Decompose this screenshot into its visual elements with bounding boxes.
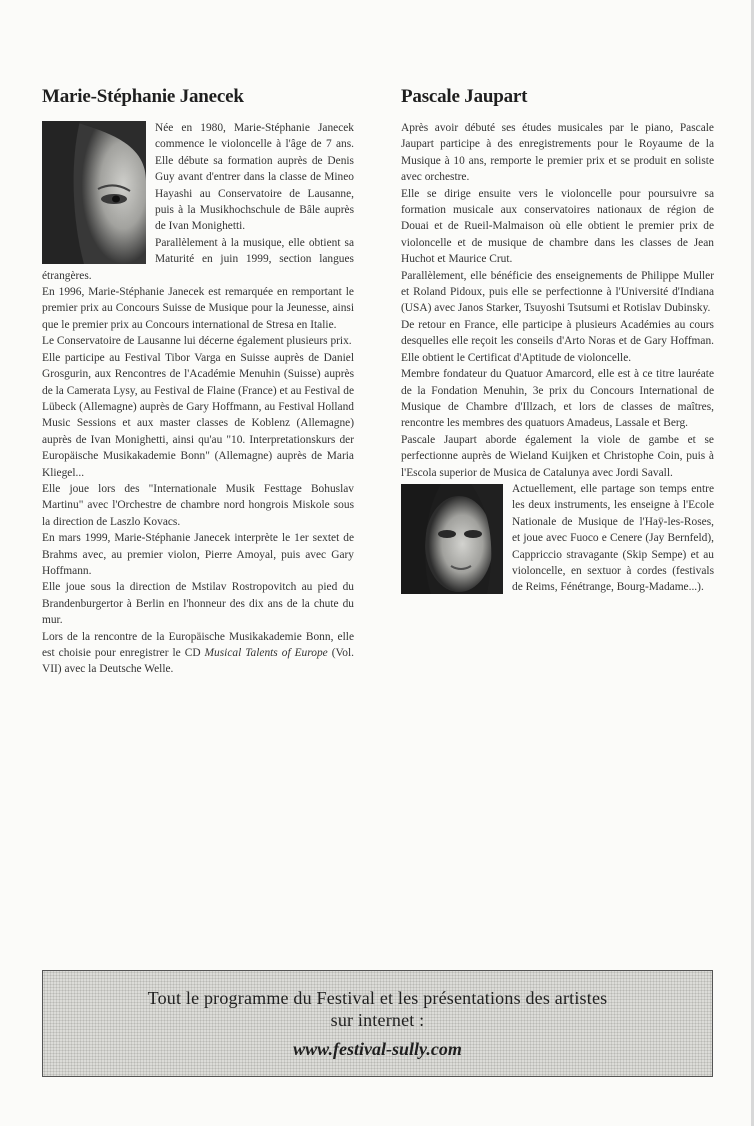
left-paragraph-5: Elle participe au Festival Tibor Varga en Suisse auprès de Daniel Grosgurin, aux Rencontres de l'Académie Menuhin (Suisse) auprès de la Camerata Lysy, au Festival de Flaine (France) et au Festival de Lübeck (Allemagne) auprès de Gary Hoffmann, au Festival Holland Music Sessions et aux master classes de Koblenz (Allemagne) auprès de Ivan Monighetti, ainsi qu'au "10. Interpretationskurs der Europäische Musikakademie Bonn" (Allemagne) auprès de Maria Kliegel... (42, 351, 354, 479)
left-paragraph-6: Elle joue lors des "Internationale Musik Festtage Bohuslav Martinu" avec l'Orchestre de chambre nord hongrois Miskole sous la direction de Laszlo Kovacs. (42, 482, 354, 528)
banner-line-2: sur internet : (330, 1010, 425, 1030)
right-paragraph-3: Parallèlement, elle bénéficie des enseignements de Philippe Muller et Roland Pidoux, puis elle se perfectionne à l'Université d'Indiana (USA) avec Janos Starker, Tsuyoshi Tsutsumi et Rotislav Dubinsky. (401, 269, 714, 315)
banner-line-1: Tout le programme du Festival et les présentations des artistes (147, 988, 608, 1008)
left-paragraph-9-end: (Vol. VII) avec la Deutsche Welle. (42, 647, 354, 676)
left-paragraph-1: Née en 1980, Marie-Stéphanie Janecek commence le violoncelle à l'âge de 7 ans. Elle débute sa formation auprès de Denis Guy avant d'entrer dans la classe de Mineo Hayashi au Conservatoire de Lausanne, puis à la Musikhochschule de Bâle auprès de Ivan Monighetti. (155, 122, 354, 233)
left-paragraph-4: Le Conservatoire de Lausanne lui décerne également plusieurs prix. (42, 335, 352, 348)
right-paragraph-4: De retour en France, elle participe à plusieurs Académies au cours desquelles elle reçoit les conseils d'Arto Noras et de Gary Hoffman. Elle obtient le Certificat d'Aptitude de violoncelle. (401, 318, 714, 364)
left-paragraph-8: Elle joue sous la direction de Mstilav Rostropovitch au pied du Brandenburgertor à Berlin en l'honneur des dix ans de la chute du mur. (42, 581, 354, 627)
right-paragraph-5: Membre fondateur du Quatuor Amarcord, elle est à ce titre lauréate de la Fondation Menuhin, 3e prix du Concours International de Musique de Chambre d'Illzach, et lors de classes de maîtres, rencontre les membres des quatuors Amadeus, Lassale et Berg. (401, 368, 714, 430)
cd-title: Musical Talents of Europe (204, 647, 328, 659)
right-bio-name: Pascale Jaupart (401, 86, 528, 107)
right-portrait-photo-icon (401, 484, 503, 594)
left-paragraph-9-start: Lors de la rencontre de la Europäische Musikakademie Bonn, elle est choisie pour enregistrer le CD (42, 630, 354, 659)
right-paragraph-6: Pascale Jaupart aborde également la viole de gambe et se perfectionne auprès de Wieland Kuijken et Christophe Coin, puis à l'Escola superior de Musica de Catalunya avec Jordi Savall. (401, 433, 714, 479)
left-bio-name: Marie-Stéphanie Janecek (42, 86, 244, 107)
left-bio (42, 86, 354, 678)
festival-website-link[interactable]: www.festival-sully.com (293, 1039, 462, 1059)
left-paragraph-7: En mars 1999, Marie-Stéphanie Janecek interprète le 1er sextet de Brahms avec, au premier violon, Pierre Amoyal, puis avec Gary Hoffmann. (42, 532, 354, 577)
left-portrait-photo-icon (42, 121, 146, 264)
left-paragraph-3: En 1996, Marie-Stéphanie Janecek est remarquée en remportant le premier prix au Concours Suisse de Musique pour la Jeunesse, ainsi que le premier prix au Concours international de Stresa en Italie. (42, 286, 354, 331)
right-paragraph-7: Actuellement, elle partage son temps entre les deux instruments, les enseigne à l'Ecole Nationale de Musique de l'Haÿ-les-Roses, et joue avec Fuoco e Cenere (Jay Bernfeld), Cappriccio stravagante (Skip Sempe) et au violoncelle, en sextuor à cordes (festivals de Reims, Fénétrange, Bourg-Madame...). (512, 482, 714, 594)
left-paragraph-9 (42, 629, 354, 678)
right-bio (401, 86, 714, 596)
right-paragraph-2: Elle se dirige ensuite vers le violoncelle pour poursuivre sa formation musicale aux conservatoires nationaux de région de Douai et de Rueil-Malmaison où elle obtient le premier prix de violoncelle et de musique de chambre dans les classes de Jean Huchot et Maurice Crut. (401, 187, 714, 266)
internet-banner (42, 970, 713, 1077)
right-paragraph-1: Après avoir débuté ses études musicales par le piano, Pascale Jaupart participe à des enregistrements pour le Royaume de la Musique à 10 ans, remporte le premier prix et se produit en soliste avec orchestre. (401, 122, 714, 184)
left-paragraph-2: Parallèlement à la musique, elle obtient sa Maturité en juin 1999, section langues étrangères. (42, 236, 354, 282)
